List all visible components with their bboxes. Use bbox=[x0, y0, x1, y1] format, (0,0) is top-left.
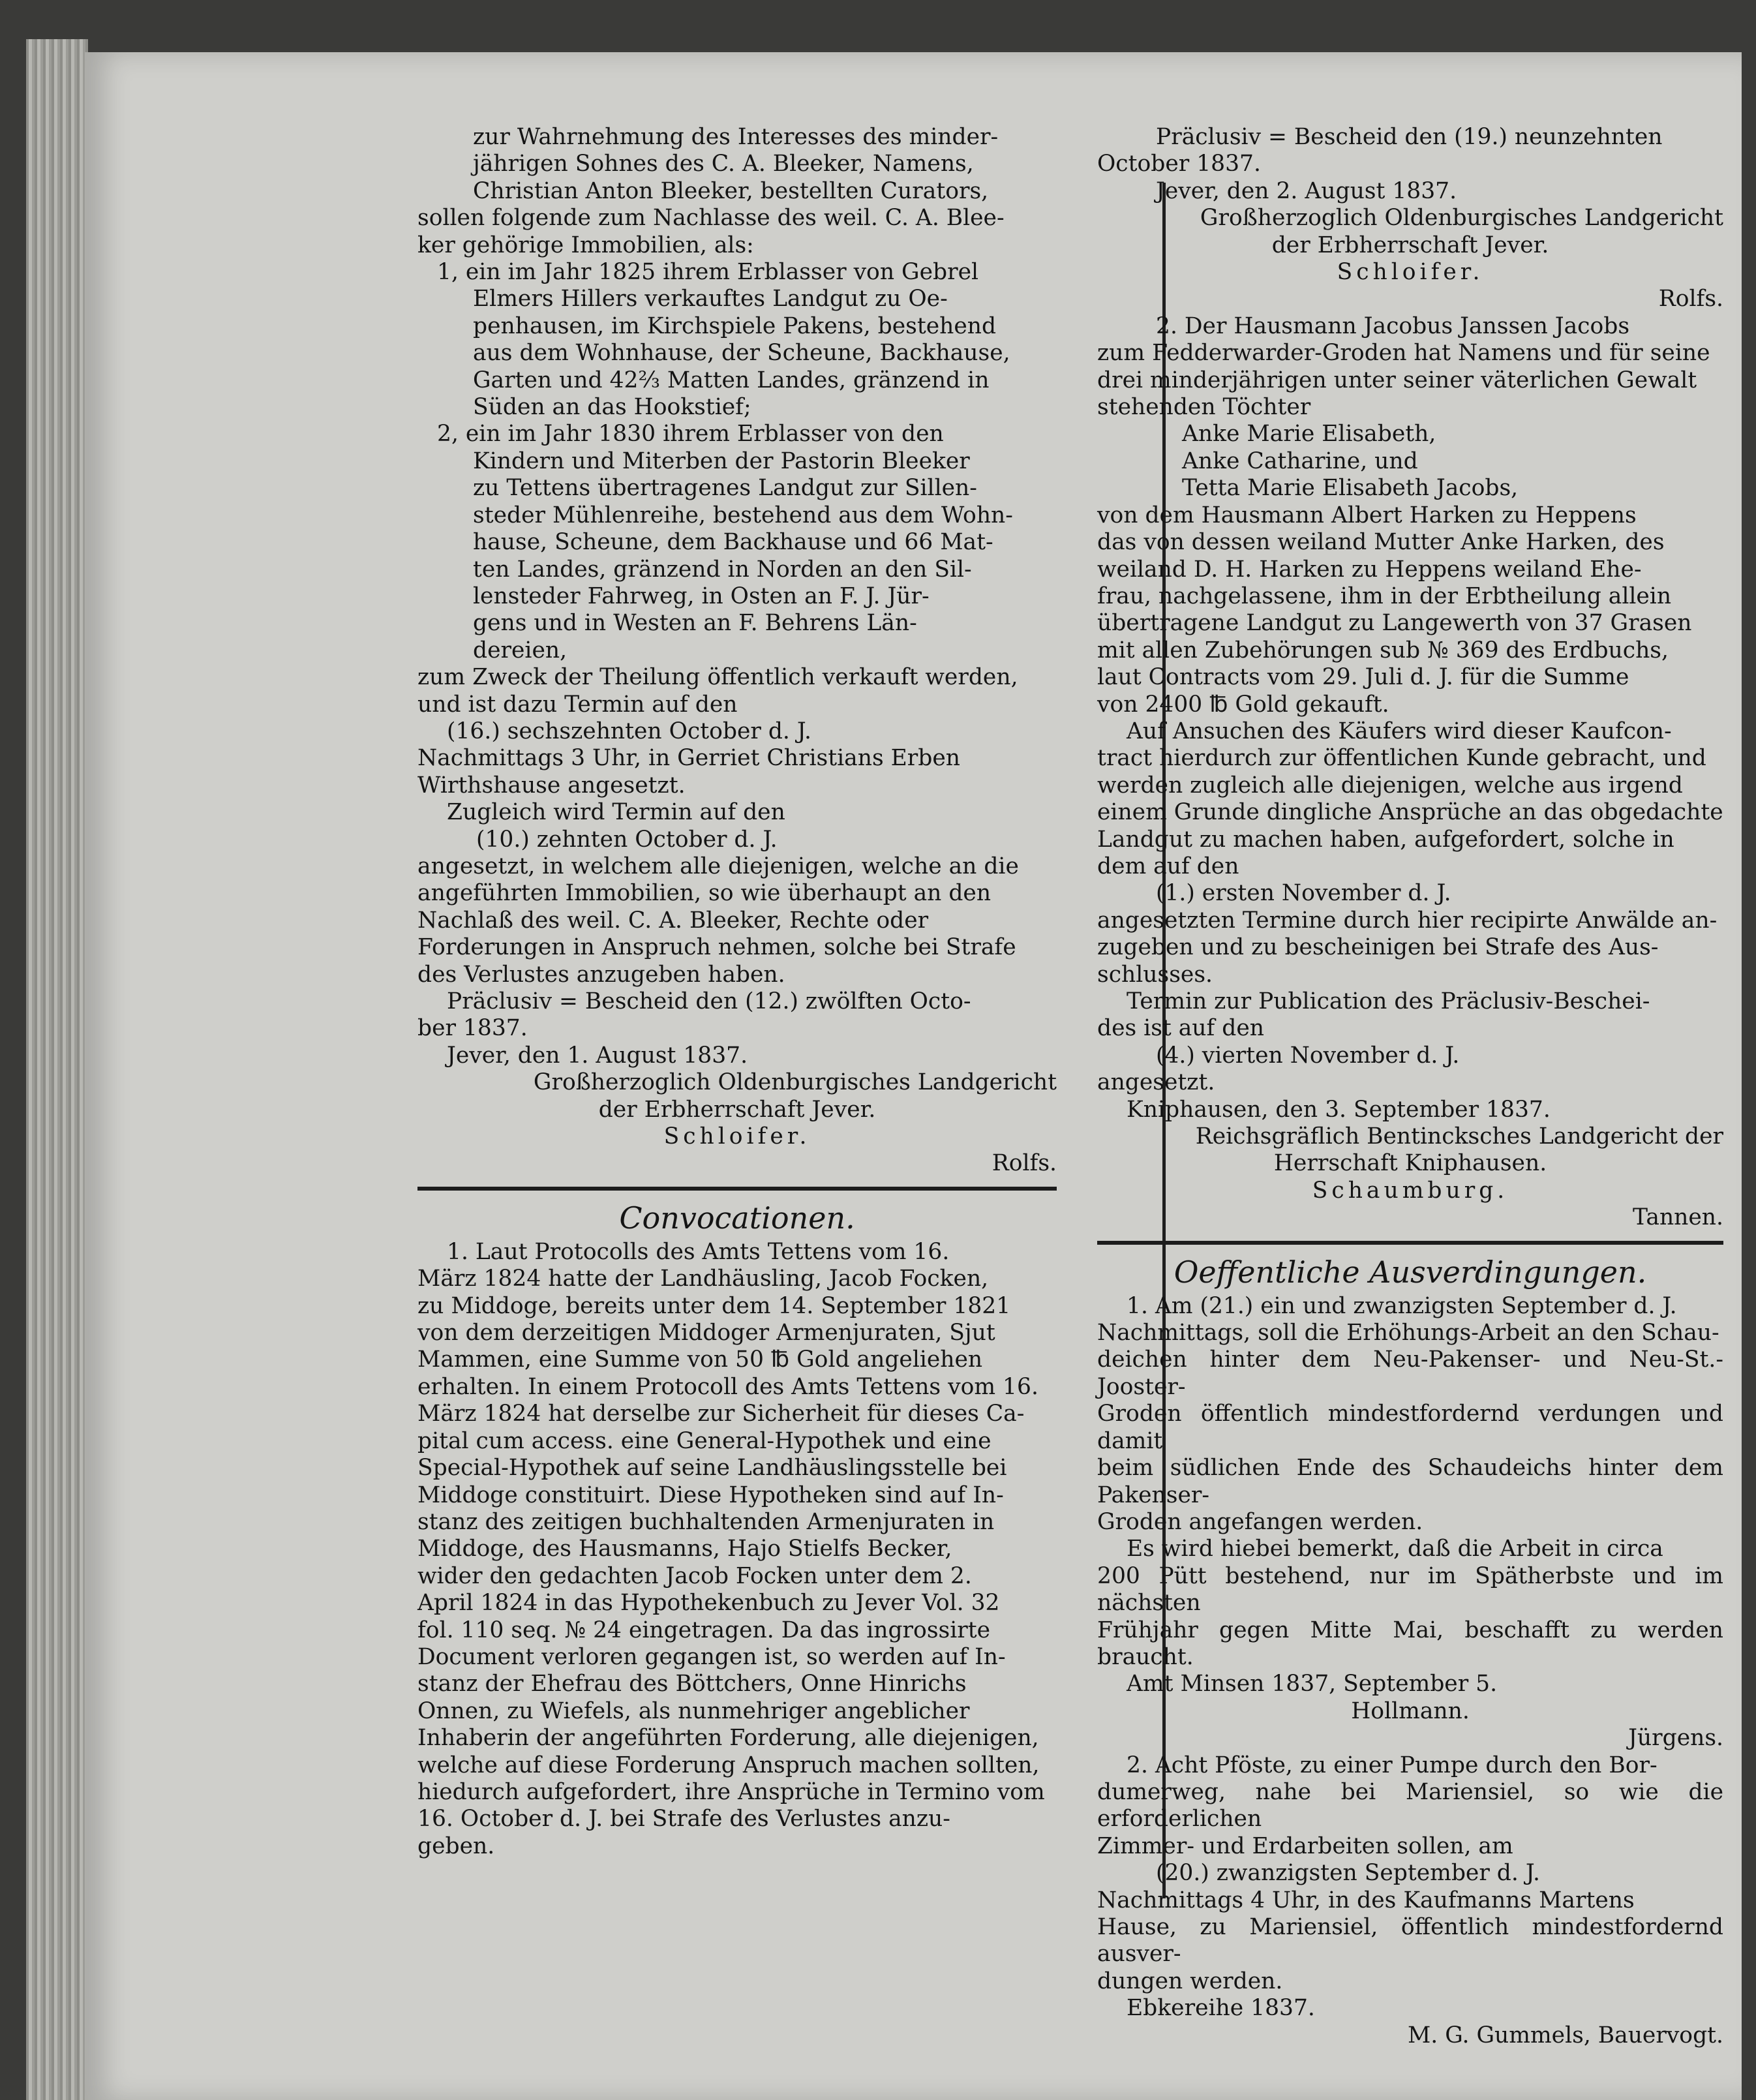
text-line: Christian Anton Bleeker, bestellten Curators, bbox=[473, 177, 989, 204]
right-column bbox=[1097, 124, 1723, 2049]
place-date: Amt Minsen 1837, September 5. bbox=[1127, 1671, 1498, 1697]
text-line: Zugleich wird Termin auf den bbox=[447, 799, 785, 826]
signature: Schloifer. bbox=[1337, 259, 1484, 286]
text-line: stanz des zeitigen buchhaltenden Armenjuraten in bbox=[417, 1508, 995, 1535]
text-line: 1. Laut Protocolls des Amts Tettens vom 16. bbox=[447, 1238, 950, 1265]
text-line: Präclusiv = Bescheid den (12.) zwölften Octo- bbox=[447, 988, 971, 1014]
text-line: angesetzt. bbox=[1097, 1069, 1215, 1096]
text-line: zu Middoge, bereits unter dem 14. September 1821 bbox=[417, 1292, 1011, 1319]
text-line: deichen hinter dem Neu-Pakenser- und Neu-St.-Jooster- bbox=[1097, 1347, 1723, 1400]
text-line: ber 1837. bbox=[417, 1015, 528, 1042]
name-line: Anke Marie Elisabeth, bbox=[1182, 421, 1436, 448]
text-line: Inhaberin der angeführten Forderung, alle diejenigen, bbox=[417, 1725, 1039, 1752]
text-line: Groden angefangen werden. bbox=[1097, 1508, 1423, 1535]
text-line: pital cum access. eine General-Hypothek und eine bbox=[417, 1427, 992, 1454]
text-line: April 1824 in das Hypothekenbuch zu Jever Vol. 32 bbox=[417, 1590, 1000, 1617]
text-line: zur Wahrnehmung des Interesses des minder- bbox=[473, 124, 999, 150]
name-line: Anke Catharine, und bbox=[1182, 448, 1418, 474]
property-item-2 bbox=[417, 421, 1057, 664]
text-line: lensteder Fahrweg, in Osten an F. J. Jür- bbox=[473, 583, 930, 609]
text-line: Landgut zu machen haben, aufgefordert, solche in bbox=[1097, 826, 1674, 853]
text-line: 200 Pütt bestehend, nur im Spätherbste und im nächsten bbox=[1097, 1562, 1723, 1617]
text-line: tract hierdurch zur öffentlichen Kunde gebracht, und bbox=[1097, 745, 1706, 772]
text-line: geben. bbox=[417, 1833, 495, 1859]
claims-date: (10.) zehnten October d. J. bbox=[476, 826, 778, 853]
text-line: frau, nachgelassene, ihm in der Erbtheilung allein bbox=[1097, 583, 1672, 609]
text-line: erhalten. In einem Protocoll des Amts Tettens vom 16. bbox=[417, 1373, 1038, 1400]
signature: Schloifer. bbox=[663, 1123, 811, 1150]
section-rule bbox=[417, 1187, 1057, 1191]
text-line: hiedurch aufgefordert, ihre Ansprüche in Termino vom bbox=[417, 1778, 1045, 1805]
text-line: ten Landes, gränzend in Norden an den Sil- bbox=[473, 556, 972, 583]
text-line: Frühjahr gegen Mitte Mai, beschafft zu werden braucht. bbox=[1097, 1617, 1723, 1670]
text-line: Auf Ansuchen des Käufers wird dieser Kaufcon- bbox=[1127, 718, 1672, 744]
text-line: März 1824 hatte der Landhäusling, Jacob Focken, bbox=[417, 1266, 989, 1292]
section-title: Convocationen. bbox=[619, 1200, 855, 1236]
text-line: Mammen, eine Summe von 50 ℔ Gold angeliehen bbox=[417, 1347, 983, 1373]
text-line: angesetzt, in welchem alle diejenigen, welche an die bbox=[417, 853, 1019, 879]
book-page-edges bbox=[26, 39, 88, 2100]
text-line: das von dessen weiland Mutter Anke Harken, des bbox=[1097, 529, 1665, 556]
left-column bbox=[417, 124, 1057, 1860]
name-line: Tetta Marie Elisabeth Jacobs, bbox=[1182, 475, 1519, 502]
text-line: Onnen, zu Wiefels, als nunmehriger angeblicher bbox=[417, 1697, 970, 1724]
court-name: Herrschaft Kniphausen. bbox=[1273, 1150, 1547, 1177]
text-line: dumerweg, nahe bei Mariensiel, so wie die erforderlichen bbox=[1097, 1778, 1723, 1833]
text-line: 2. Der Hausmann Jacobus Janssen Jacobs bbox=[1156, 312, 1630, 339]
text-line: Es wird hiebei bemerkt, daß die Arbeit in circa bbox=[1127, 1536, 1663, 1562]
text-line: Wirthshause angesetzt. bbox=[417, 772, 686, 799]
text-line: gens und in Westen an F. Behrens Län- bbox=[473, 610, 917, 637]
text-line: des ist auf den bbox=[1097, 1015, 1264, 1042]
text-line: dungen werden. bbox=[1097, 1968, 1283, 1994]
tender-notice-1 bbox=[1097, 1293, 1723, 1752]
text-line: Middoge, des Hausmanns, Hajo Stielfs Becker, bbox=[417, 1536, 952, 1562]
text-line: Zimmer- und Erdarbeiten sollen, am bbox=[1097, 1833, 1513, 1859]
signature: Jürgens. bbox=[1628, 1725, 1723, 1752]
property-item-1 bbox=[417, 259, 1057, 421]
text-line: fol. 110 seq. № 24 eingetragen. Da das ingrossirte bbox=[417, 1617, 991, 1643]
text-line: zugeben und zu bescheinigen bei Strafe des Aus- bbox=[1097, 934, 1659, 961]
text-line: laut Contracts vom 29. Juli d. J. für die Summe bbox=[1097, 664, 1629, 691]
text-line: Nachmittags 3 Uhr, in Gerriet Christians Erben bbox=[417, 745, 961, 772]
signature: M. G. Gummels, Bauervogt. bbox=[1407, 2022, 1723, 2048]
sale-date: (16.) sechszehnten October d. J. bbox=[447, 718, 811, 744]
text-line: 2. Acht Pföste, zu einer Pumpe durch den Bor- bbox=[1127, 1752, 1658, 1778]
text-line: aus dem Wohnhause, der Scheune, Backhause, bbox=[473, 340, 1010, 367]
text-line: Special-Hypothek auf seine Landhäuslingsstelle bei bbox=[417, 1455, 1007, 1482]
text-line: steder Mühlenreihe, bestehend aus dem Wohn- bbox=[473, 502, 1013, 528]
place-date: Jever, den 1. August 1837. bbox=[447, 1042, 748, 1069]
text-line: hause, Scheune, dem Backhause und 66 Mat- bbox=[473, 529, 993, 556]
text-line: Süden an das Hookstief; bbox=[473, 394, 751, 421]
text-line: von 2400 ℔ Gold gekauft. bbox=[1097, 691, 1389, 718]
text-line: Nachmittags 4 Uhr, in des Kaufmanns Martens bbox=[1097, 1887, 1635, 1913]
publication-date: (4.) vierten November d. J. bbox=[1156, 1042, 1460, 1069]
text-line: werden zugleich alle diejenigen, welche aus irgend bbox=[1097, 772, 1683, 799]
text-line: wider den gedachten Jacob Focken unter dem 2. bbox=[417, 1562, 972, 1589]
text-line: sollen folgende zum Nachlasse des weil. C. A. Blee- bbox=[417, 205, 1005, 232]
signature: Rolfs. bbox=[1658, 286, 1723, 312]
section-title: Oeffentliche Ausverdingungen. bbox=[1173, 1254, 1647, 1290]
text-line: Groden öffentlich mindestfordernd verdungen und damit bbox=[1097, 1401, 1723, 1454]
text-line: Nachlaß des weil. C. A. Bleeker, Rechte oder bbox=[417, 907, 929, 934]
tender-date: (20.) zwanzigsten September d. J. bbox=[1156, 1860, 1540, 1887]
signature: Hollmann. bbox=[1351, 1697, 1470, 1724]
text-line: 1. Am (21.) ein und zwanzigsten September d. J. bbox=[1127, 1292, 1677, 1319]
place-date: Jever, den 2. August 1837. bbox=[1156, 177, 1457, 204]
court-name: der Erbherrschaft Jever. bbox=[598, 1096, 876, 1123]
court-name: Reichsgräflich Bentincksches Landgericht der bbox=[1195, 1123, 1723, 1150]
place-date: Ebkereihe 1837. bbox=[1127, 1995, 1315, 2022]
text-line: zum Fedderwarder-Groden hat Namens und für seine bbox=[1097, 340, 1710, 367]
notice-2 bbox=[1097, 313, 1723, 1232]
text-line: angesetzten Termine durch hier recipirte Anwälde an- bbox=[1097, 907, 1718, 934]
court-name: der Erbherrschaft Jever. bbox=[1271, 232, 1549, 258]
signature: Schaumburg. bbox=[1312, 1177, 1509, 1204]
signature: Rolfs. bbox=[992, 1150, 1057, 1177]
text-line: übertragene Landgut zu Langewerth von 37 Grasen bbox=[1097, 610, 1692, 637]
text-line: dereien, bbox=[473, 637, 568, 663]
text-line: Kindern und Miterben der Pastorin Bleeker bbox=[473, 448, 970, 474]
text-line: zum Zweck der Theilung öffentlich verkauft werden, bbox=[417, 664, 1018, 691]
text-line: penhausen, im Kirchspiele Pakens, bestehend bbox=[473, 312, 997, 339]
signature: Tannen. bbox=[1633, 1204, 1723, 1231]
text-line: Elmers Hillers verkauftes Landgut zu Oe- bbox=[473, 286, 948, 312]
convocation-notice bbox=[417, 1239, 1057, 1860]
text-line: Präclusiv = Bescheid den (19.) neunzehnten bbox=[1156, 124, 1663, 150]
text-line: 16. October d. J. bei Strafe des Verlustes anzu- bbox=[417, 1806, 950, 1833]
request-date: (1.) ersten November d. J. bbox=[1156, 880, 1451, 907]
text-line: beim südlichen Ende des Schaudeichs hinter dem Pakenser- bbox=[1097, 1455, 1723, 1508]
text-line: Document verloren gegangen ist, so werden auf In- bbox=[417, 1643, 1006, 1670]
text-line: stehenden Töchter bbox=[1097, 394, 1311, 421]
text-line: October 1837. bbox=[1097, 151, 1261, 177]
text-line: von dem derzeitigen Middoger Armenjuraten, Sjut bbox=[417, 1320, 995, 1347]
text-line: Middoge constituirt. Diese Hypotheken sind auf In- bbox=[417, 1482, 1004, 1508]
text-line: Nachmittags, soll die Erhöhungs-Arbeit an den Schau- bbox=[1097, 1320, 1719, 1347]
text-line: drei minderjährigen unter seiner väterlichen Gewalt bbox=[1097, 367, 1697, 393]
text-line: von dem Hausmann Albert Harken zu Heppens bbox=[1097, 502, 1637, 528]
text-line: 2, ein im Jahr 1830 ihrem Erblasser von den bbox=[437, 421, 944, 448]
court-name: Großherzoglich Oldenburgisches Landgericht bbox=[533, 1069, 1057, 1096]
text-line: zu Tettens übertragenes Landgut zur Sillen- bbox=[473, 475, 977, 502]
text-line: schlusses. bbox=[1097, 961, 1213, 988]
text-line: welche auf diese Forderung Anspruch machen sollten, bbox=[417, 1752, 1040, 1778]
text-line: März 1824 hat derselbe zur Sicherheit für dieses Ca- bbox=[417, 1401, 1025, 1427]
text-line: Garten und 42⅔ Matten Landes, gränzend in bbox=[473, 367, 990, 393]
text-line: angeführten Immobilien, so wie überhaupt an den bbox=[417, 880, 992, 907]
text-line: dem auf den bbox=[1097, 853, 1239, 879]
text-line: und ist dazu Termin auf den bbox=[417, 691, 738, 718]
court-name: Großherzoglich Oldenburgisches Landgericht bbox=[1200, 205, 1723, 232]
text-line: ker gehörige Immobilien, als: bbox=[417, 232, 754, 258]
text-line: jährigen Sohnes des C. A. Bleeker, Namens, bbox=[473, 151, 974, 177]
text-line: einem Grunde dingliche Ansprüche an das obgedachte bbox=[1097, 799, 1723, 826]
text-line: Termin zur Publication des Präclusiv-Beschei- bbox=[1127, 988, 1650, 1014]
text-line: Hause, zu Mariensiel, öffentlich mindestfordernd ausver- bbox=[1097, 1914, 1723, 1968]
text-line: Forderungen in Anspruch nehmen, solche bei Strafe bbox=[417, 934, 1016, 961]
tender-notice-2 bbox=[1097, 1752, 1723, 2049]
intro-block bbox=[417, 124, 1057, 205]
text-line: des Verlustes anzugeben haben. bbox=[417, 961, 785, 988]
section-rule bbox=[1097, 1241, 1723, 1245]
place-date: Kniphausen, den 3. September 1837. bbox=[1127, 1096, 1551, 1123]
text-line: stanz der Ehefrau des Böttchers, Onne Hinrichs bbox=[417, 1671, 967, 1697]
text-line: 1, ein im Jahr 1825 ihrem Erblasser von Gebrel bbox=[437, 259, 979, 286]
text-line: mit allen Zubehörungen sub № 369 des Erdbuchs, bbox=[1097, 637, 1669, 663]
text-line: weiland D. H. Harken zu Heppens weiland Ehe- bbox=[1097, 556, 1642, 583]
